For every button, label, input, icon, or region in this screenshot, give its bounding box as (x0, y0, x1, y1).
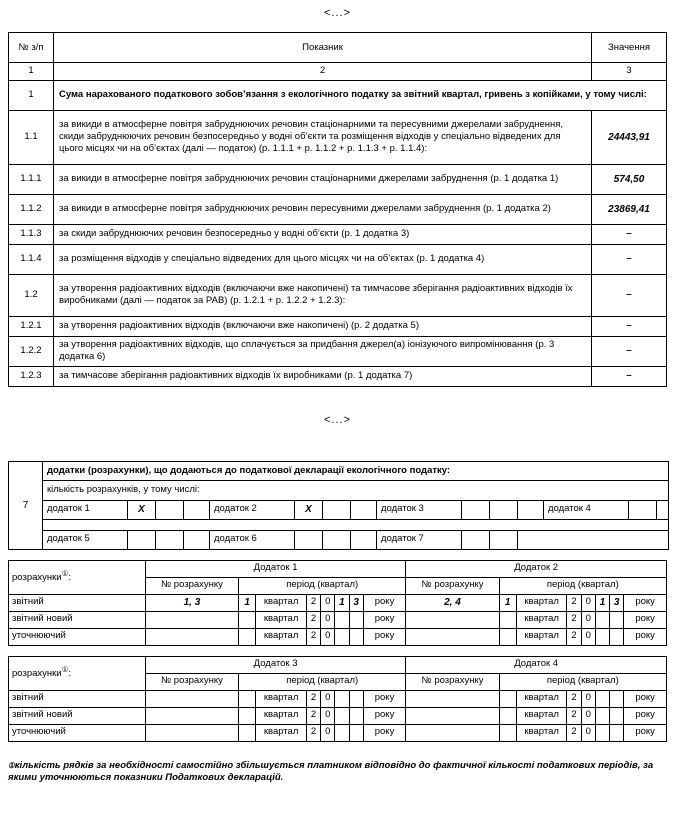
year-digit-cell[interactable] (595, 724, 609, 741)
calc-number-cell[interactable] (145, 628, 238, 645)
year-digit-cell[interactable] (349, 690, 363, 707)
section-7-body (43, 462, 668, 549)
row-text: за викиди в атмосферне повітря забруднюючих речовин стаціонарними джерелами забруднення (р. 1 додатка 1) (54, 164, 592, 194)
ellipsis-top: <...> (323, 7, 352, 19)
year-digit-cell[interactable]: 0 (321, 611, 335, 628)
row-text: за утворення радіоактивних відходів (включаючи вже накопичені) та тимчасове зберігання радіоактивних відходів їх виробниками (далі — податок за РАВ) (р. 1.2.1 + р. 1.2.2 + 1.2.3): (54, 274, 592, 316)
calc-quarter-cell[interactable] (239, 724, 256, 741)
attachment-mark-cell[interactable] (629, 501, 657, 519)
attachment-group-3 (376, 501, 518, 519)
year-digit-cell[interactable] (335, 707, 349, 724)
calc-row-label: уточнюючий (9, 628, 146, 645)
footnote (8, 760, 660, 785)
row-num: 1 (9, 80, 54, 110)
table-row-1-2-1 (9, 316, 667, 336)
row-num: 1.2.3 (9, 366, 54, 386)
calc-number-cell[interactable] (406, 690, 499, 707)
year-digit-cell[interactable] (595, 707, 609, 724)
calc-number-cell[interactable] (406, 724, 499, 741)
year-digit-cell[interactable] (335, 724, 349, 741)
row-text: за тимчасове зберігання радіоактивних відходів їх виробниками (р. 1 додатка 7) (54, 366, 592, 386)
attachment-mark-cell[interactable]: X (128, 501, 156, 519)
table-row-1-1-1 (9, 164, 667, 194)
quarter-word: квартал (516, 611, 567, 628)
attachment-label: додаток 3 (376, 501, 462, 519)
year-word: року (363, 707, 406, 724)
attachment-count-cell[interactable] (323, 501, 351, 519)
calc-row-label: звітний новий (9, 707, 146, 724)
year-digit-cell[interactable]: 2 (306, 594, 320, 611)
table-row-1-2 (9, 274, 667, 316)
row-text: за викиди в атмосферне повітря забруднюючих речовин стаціонарними та пересувними джерелами забруднення, скиди забруднюючих речовин безпосередньо у водні об’єкти та розміщення відходів у спеціально відведених для цього місцях чи на об’єктах (далі — податок) (р. 1.1.1 + р. 1.1.2 + р. 1.1.3 + р. 1.1.4): (54, 110, 592, 164)
year-digit-cell[interactable]: 0 (581, 611, 595, 628)
year-digit-cell[interactable]: 2 (306, 628, 320, 645)
year-digit-cell[interactable]: 1 (595, 594, 609, 611)
year-digit-cell[interactable]: 2 (306, 707, 320, 724)
year-digit-cell[interactable] (335, 611, 349, 628)
year-digit-cell[interactable]: 0 (581, 594, 595, 611)
calc-num-header: № розрахунку (145, 577, 238, 594)
quarter-word: квартал (256, 690, 307, 707)
attachment-count-cell[interactable] (156, 501, 184, 519)
attachment-group-2 (209, 501, 351, 519)
calc-number-cell[interactable] (145, 724, 238, 741)
year-digit-cell[interactable] (349, 724, 363, 741)
year-digit-cell[interactable]: 2 (306, 690, 320, 707)
calc-row-label: звітний (9, 690, 146, 707)
year-word: року (624, 690, 667, 707)
appendix-calc-title: Додаток 1 (145, 560, 406, 577)
row-num: 1.2.2 (9, 336, 54, 366)
year-digit-cell[interactable]: 0 (321, 724, 335, 741)
year-word: року (363, 628, 406, 645)
quarter-word: квартал (256, 707, 307, 724)
column-number-row (9, 63, 667, 80)
attachment-count-cell[interactable] (156, 531, 184, 549)
calc-quarter-cell[interactable]: 1 (499, 594, 516, 611)
calc-section-label: розрахунки①: (9, 560, 146, 594)
value-cell[interactable]: – (592, 366, 667, 386)
attachment-label: додаток 7 (376, 531, 462, 549)
col-number-3: 3 (592, 63, 667, 80)
year-word: року (363, 594, 406, 611)
value-cell[interactable]: – (592, 224, 667, 244)
footnote-marker-icon: ① (8, 760, 15, 770)
col-header-num: № з/п (9, 33, 54, 63)
calc-number-cell[interactable] (406, 611, 499, 628)
calc-quarter-cell[interactable]: 1 (239, 594, 256, 611)
section-7-number: 7 (9, 462, 43, 549)
row-num: 1.1 (9, 110, 54, 164)
year-digit-cell[interactable]: 0 (581, 724, 595, 741)
calc-quarter-cell[interactable] (499, 628, 516, 645)
attachment-label: додаток 2 (209, 501, 295, 519)
table-row-1-1 (9, 110, 667, 164)
year-digit-cell[interactable]: 0 (321, 690, 335, 707)
value-cell[interactable]: – (592, 244, 667, 274)
calc-num-header: № розрахунку (145, 673, 238, 690)
year-digit-cell[interactable] (595, 628, 609, 645)
attachment-count-cell[interactable] (657, 501, 675, 519)
year-digit-cell[interactable] (335, 628, 349, 645)
attachment-count-cell[interactable] (323, 531, 351, 549)
calc-period-header: період (квартал) (499, 577, 666, 594)
footnote-text: кількість рядків за необхідності самостійно збільшується платником відповідно до фактичної кількості податкових періодів, за якими уточнюються показники Податкових декларацій. (8, 759, 654, 783)
quarter-word: квартал (516, 594, 567, 611)
year-digit-cell[interactable]: 0 (581, 690, 595, 707)
quarter-word: квартал (256, 724, 307, 741)
quarter-word: квартал (256, 628, 307, 645)
calc-number-cell[interactable]: 1, 3 (145, 594, 238, 611)
calc-quarter-cell[interactable] (499, 707, 516, 724)
quarter-word: квартал (516, 707, 567, 724)
year-digit-cell[interactable] (349, 611, 363, 628)
calc-num-header: № розрахунку (406, 673, 499, 690)
year-digit-cell[interactable]: 2 (567, 690, 581, 707)
calc-number-cell[interactable] (406, 628, 499, 645)
attachment-group-7 (376, 531, 518, 549)
year-digit-cell[interactable]: 2 (306, 611, 320, 628)
table-header-row (9, 33, 667, 63)
attachment-mark-cell[interactable] (462, 531, 490, 549)
year-digit-cell[interactable]: 0 (581, 628, 595, 645)
col-number-1: 1 (9, 63, 54, 80)
year-digit-cell[interactable]: 2 (306, 724, 320, 741)
attachments-row-gap (43, 520, 668, 531)
attachment-label: додаток 4 (543, 501, 629, 519)
calc-period-header: період (квартал) (239, 673, 406, 690)
table-row-1-2-3 (9, 366, 667, 386)
year-word: року (363, 611, 406, 628)
attachment-label: додаток 5 (43, 531, 128, 549)
year-digit-cell[interactable]: 0 (321, 707, 335, 724)
attachments-title: додатки (розрахунки), що додаються до податкової декларації екологічного податку: (43, 462, 668, 481)
calc-quarter-cell[interactable] (239, 611, 256, 628)
table-row-1-1-3 (9, 224, 667, 244)
year-word: року (363, 724, 406, 741)
row-num: 1.1.1 (9, 164, 54, 194)
row-text: Сума нарахованого податкового зобов’язання з екологічного податку за звітний квартал, гривень з копійками, у тому числі: (54, 80, 667, 110)
year-word: року (624, 628, 667, 645)
attachment-label: додаток 6 (209, 531, 295, 549)
calc-number-cell[interactable] (145, 707, 238, 724)
calc-period-header: період (квартал) (239, 577, 406, 594)
row-text: за утворення радіоактивних відходів (включаючи вже накопичені) (р. 2 додатка 5) (54, 316, 592, 336)
value-cell[interactable]: 574,50 (592, 164, 667, 194)
calc-row-label: звітний (9, 594, 146, 611)
row-num: 1.1.2 (9, 194, 54, 224)
year-digit-cell[interactable]: 2 (567, 594, 581, 611)
tax-liability-table (8, 32, 667, 386)
attachments-subtitle: кількість розрахунків, у тому числі: (43, 481, 668, 500)
footnote-ref-icon: ① (61, 569, 69, 579)
year-digit-cell[interactable]: 2 (567, 707, 581, 724)
year-digit-cell[interactable]: 3 (610, 594, 624, 611)
row-text: за утворення радіоактивних відходів, що сплачується за придбання джерел(а) іонізуючого випромінювання (р. 3 додатка 6) (54, 336, 592, 366)
row-text: за скиди забруднюючих речовин безпосередньо у водні об’єкти (р. 1 додатка 3) (54, 224, 592, 244)
attachments-row-2 (43, 531, 668, 549)
quarter-word: квартал (256, 594, 307, 611)
quarter-word: квартал (516, 690, 567, 707)
year-digit-cell[interactable]: 0 (321, 628, 335, 645)
ellipsis-middle: <...> (323, 413, 352, 426)
row-num: 1.1.3 (9, 224, 54, 244)
section-7-attachments (8, 461, 669, 550)
year-word: року (624, 611, 667, 628)
calc-quarter-cell[interactable] (239, 707, 256, 724)
year-digit-cell[interactable]: 2 (567, 724, 581, 741)
attachment-label: додаток 1 (43, 501, 128, 519)
year-word: року (363, 690, 406, 707)
year-word: року (624, 724, 667, 741)
row-text: за викиди в атмосферне повітря забруднюючих речовин пересувними джерелами забруднення (р. 1 додатка 2) (54, 194, 592, 224)
col-header-indicator: Показник (54, 33, 592, 63)
year-digit-cell[interactable]: 1 (335, 594, 349, 611)
row-num: 1.2 (9, 274, 54, 316)
appendix-calc-title: Додаток 3 (145, 656, 406, 673)
calc-number-cell[interactable]: 2, 4 (406, 594, 499, 611)
row-num: 1.2.1 (9, 316, 54, 336)
attachment-group-1 (43, 501, 184, 519)
value-cell[interactable]: 24443,91 (592, 110, 667, 164)
year-digit-cell[interactable] (610, 707, 624, 724)
year-digit-cell[interactable]: 2 (567, 628, 581, 645)
table-row-1 (9, 80, 667, 110)
quarter-word: квартал (516, 628, 567, 645)
calc-quarter-cell[interactable] (239, 690, 256, 707)
appendix-calc-title: Додаток 2 (406, 560, 667, 577)
table-row-1-2-2 (9, 336, 667, 366)
attachment-mark-cell[interactable] (462, 501, 490, 519)
col-header-value: Значення (592, 33, 667, 63)
col-number-2: 2 (54, 63, 592, 80)
calc-row-label: звітний новий (9, 611, 146, 628)
value-cell[interactable]: 23869,41 (592, 194, 667, 224)
attachment-mark-cell[interactable]: X (295, 501, 323, 519)
year-digit-cell[interactable] (335, 690, 349, 707)
calc-quarter-cell[interactable] (499, 724, 516, 741)
calc-quarter-cell[interactable] (499, 690, 516, 707)
year-digit-cell[interactable]: 0 (321, 594, 335, 611)
calc-quarter-cell[interactable] (239, 628, 256, 645)
attachments-row-1 (43, 501, 668, 520)
calc-row-label: уточнюючий (9, 724, 146, 741)
year-digit-cell[interactable]: 2 (567, 611, 581, 628)
table-row-1-1-4 (9, 244, 667, 274)
calc-table-appendix-1-2 (8, 560, 667, 646)
quarter-word: квартал (516, 724, 567, 741)
quarter-word: квартал (256, 611, 307, 628)
attachment-mark-cell[interactable] (295, 531, 323, 549)
year-word: року (624, 707, 667, 724)
year-digit-cell[interactable] (349, 707, 363, 724)
calc-section-label: розрахунки①: (9, 656, 146, 690)
year-digit-cell[interactable] (349, 628, 363, 645)
calc-number-cell[interactable] (145, 611, 238, 628)
attachment-group-6 (209, 531, 351, 549)
year-digit-cell[interactable] (610, 628, 624, 645)
footnote-ref-icon: ① (61, 665, 69, 675)
value-cell[interactable]: – (592, 274, 667, 316)
row-num: 1.1.4 (9, 244, 54, 274)
calc-num-header: № розрахунку (406, 577, 499, 594)
attachment-count-cell[interactable] (490, 531, 518, 549)
calc-quarter-cell[interactable] (499, 611, 516, 628)
calc-number-cell[interactable] (406, 707, 499, 724)
value-cell[interactable]: – (592, 316, 667, 336)
attachment-group-5 (43, 531, 184, 549)
calc-period-header: період (квартал) (499, 673, 666, 690)
year-word: року (624, 594, 667, 611)
appendix-calc-title: Додаток 4 (406, 656, 667, 673)
value-cell[interactable]: – (592, 336, 667, 366)
year-digit-cell[interactable] (595, 611, 609, 628)
year-digit-cell[interactable] (610, 690, 624, 707)
attachment-mark-cell[interactable] (128, 531, 156, 549)
calc-table-appendix-3-4 (8, 656, 667, 742)
attachment-group-4 (543, 501, 675, 519)
year-digit-cell[interactable] (595, 690, 609, 707)
calc-number-cell[interactable] (145, 690, 238, 707)
year-digit-cell[interactable]: 3 (349, 594, 363, 611)
row-text: за розміщення відходів у спеціально відведених для цього місцях чи на об’єктах (р. 1 додатка 4) (54, 244, 592, 274)
year-digit-cell[interactable]: 0 (581, 707, 595, 724)
attachment-count-cell[interactable] (490, 501, 518, 519)
table-row-1-1-2 (9, 194, 667, 224)
year-digit-cell[interactable] (610, 611, 624, 628)
year-digit-cell[interactable] (610, 724, 624, 741)
